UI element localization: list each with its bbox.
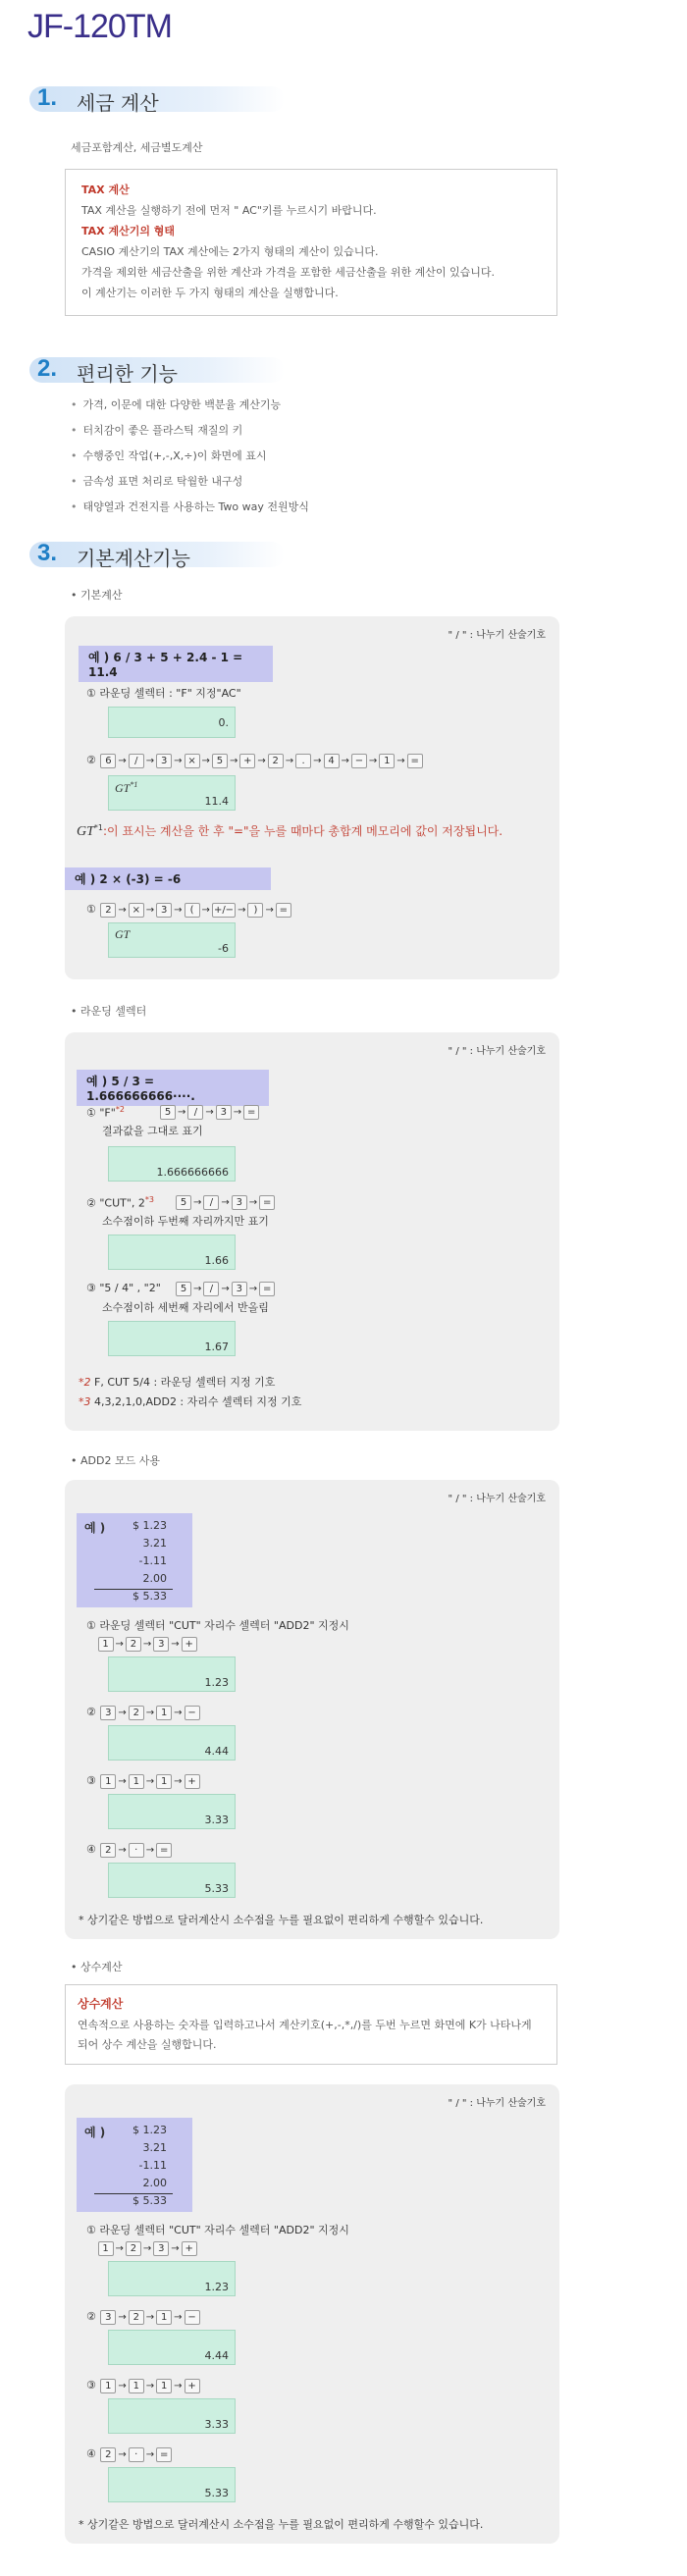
dollar-value: $ 1.23 [132, 1519, 167, 1532]
arrow-icon: → [248, 1284, 258, 1294]
calc-key: − [351, 754, 367, 768]
calc-display: 5.33 [108, 1863, 236, 1898]
calc-key: = [156, 2447, 172, 2462]
step-num: ④ [86, 2447, 100, 2460]
calc-key: 1 [156, 1774, 172, 1789]
arrow-icon: → [171, 2243, 180, 2254]
calc-key: 3 [100, 1706, 116, 1720]
key-sequence [86, 2379, 201, 2393]
calc-key: 2 [129, 2310, 144, 2325]
footer-note: * 상기같은 방법으로 달러계산시 소수점을 누를 필요없이 편리하게 수행할수 있습니다. [79, 1914, 484, 1926]
step-num [86, 2241, 97, 2254]
calc-key: = [243, 1105, 259, 1120]
dollar-value: 2.00 [142, 2177, 167, 2189]
calc-key: 3 [153, 2241, 169, 2256]
calc-key: 6 [100, 754, 116, 768]
bullet-icon: • [71, 1005, 78, 1018]
constant-label: • 상수계산 [71, 1961, 123, 1973]
arrow-icon: → [313, 756, 322, 766]
arrow-icon: → [229, 756, 238, 766]
calc-key: 2 [100, 2447, 116, 2462]
calc-key: / [203, 1195, 219, 1210]
calc-key: = [407, 754, 423, 768]
feature-text: 태양열과 건전지를 사용하는 Two way 전원방식 [82, 500, 309, 513]
bullet-icon: • [71, 1454, 78, 1467]
section-number: 2. [37, 355, 58, 382]
arrow-icon: → [396, 756, 405, 766]
calc-key: 1 [156, 1706, 172, 1720]
footnote: *2 F, CUT 5/4 : 라운딩 셀렉터 지정 기호 [79, 1376, 276, 1389]
calc-key: + [182, 1637, 197, 1652]
arrow-icon: → [178, 1107, 186, 1118]
calc-key: 2 [100, 1843, 116, 1858]
add2-panel [65, 1480, 559, 1939]
arrow-icon: → [118, 1776, 127, 1787]
gt-note: GT$^{*1}$:이 표시는 계산을 한 후 "="을 누를 때마다 총합계 메모리에 값이 저장됩니다. [77, 823, 503, 839]
dollar-value: $ 5.33 [132, 1590, 167, 1603]
rounding-desc: 결과값을 그대로 표기 [102, 1125, 203, 1137]
section-header-features [29, 355, 285, 386]
calc-key: 4 [324, 754, 340, 768]
calc-key: 2 [100, 903, 116, 918]
arrow-icon: → [257, 756, 266, 766]
calc-key: · [129, 1843, 144, 1858]
arrow-icon: → [265, 905, 274, 916]
basic-label: • 기본계산 [71, 589, 123, 602]
constant-panel [65, 2084, 559, 2544]
calc-key: + [185, 1774, 200, 1789]
example-prefix: 예 ) [84, 2126, 106, 2139]
calc-key: 1 [100, 1774, 116, 1789]
example-label: 예 ) 5 / 3 = 1.666666666····. [77, 1070, 269, 1106]
example-box [77, 1513, 192, 1607]
rounding-step-cut: ② "CUT", 2$^{*3}$ [86, 1195, 155, 1210]
dollar-value: 3.21 [142, 1537, 167, 1550]
arrow-icon: → [174, 1708, 183, 1718]
arrow-icon: → [238, 905, 246, 916]
arrow-icon: → [285, 756, 294, 766]
add2-label: • ADD2 모드 사용 [71, 1454, 160, 1467]
footnote: *3 4,3,2,1,0,ADD2 : 자리수 셀렉터 지정 기호 [79, 1395, 302, 1408]
arrow-icon: → [341, 756, 349, 766]
arrow-icon: → [233, 1107, 242, 1118]
arrow-icon: → [118, 2312, 127, 2323]
key-sequence: ② 6 → / → 3 → × → 5 → + → 2 → . → 4 → − → 1 → = [86, 754, 424, 768]
calc-key: 3 [216, 1105, 232, 1120]
page-title: JF-120TM [27, 8, 172, 45]
arrow-icon: → [118, 905, 127, 916]
calc-key: 5 [212, 754, 228, 768]
calc-key: / [129, 754, 144, 768]
key-sequence [175, 1195, 276, 1210]
calc-key: − [185, 1706, 200, 1720]
calc-key: 1 [98, 2241, 114, 2256]
step-label: ① 라운딩 셀렉터 "CUT" 자리수 셀렉터 "ADD2" 지정시 [86, 2224, 349, 2236]
arrow-icon: → [118, 1845, 127, 1856]
feature-text: 가격, 이문에 대한 다양한 백분율 계산기능 [82, 398, 282, 411]
calc-key: 5 [176, 1195, 191, 1210]
bullet-icon: • [71, 1961, 78, 1973]
bullet-icon: • [71, 449, 78, 462]
arrow-icon: → [115, 1639, 124, 1650]
dollar-value: -1.11 [138, 2159, 167, 2172]
feature-list [71, 396, 309, 524]
arrow-icon: → [174, 2381, 183, 2392]
tax-line: 가격을 제외한 세금산출을 위한 계산과 가격을 포함한 세금산출을 위한 계산이 있습니다. [81, 266, 495, 279]
calc-key: 1 [129, 2379, 144, 2393]
rounding-panel [65, 1032, 559, 1431]
section-header-basic [29, 540, 285, 570]
arrow-icon: → [221, 1284, 230, 1294]
key-sequence [86, 2447, 173, 2462]
arrow-icon: → [118, 2449, 127, 2460]
calc-key: 3 [153, 1637, 169, 1652]
dollar-value: -1.11 [138, 1554, 167, 1567]
feature-text: 수행중인 작업(+,-,X,÷)이 화면에 표시 [82, 449, 267, 462]
calc-key: 1 [379, 754, 395, 768]
calc-key: 1 [129, 1774, 144, 1789]
calc-key: + [182, 2241, 197, 2256]
step-num: ② [86, 2310, 100, 2323]
step-num: ② [86, 1706, 100, 1718]
calc-key: 5 [176, 1282, 191, 1296]
calc-key: 3 [232, 1282, 247, 1296]
calc-display: 5.33 [108, 2467, 236, 2502]
rounding-desc: 소수점이하 두번째 자리까지만 표기 [102, 1215, 269, 1228]
step-label: ① 라운딩 셀렉터 "CUT" 자리수 셀렉터 "ADD2" 지정시 [86, 1619, 349, 1632]
bullet-icon: • [71, 589, 78, 602]
key-sequence [86, 2241, 198, 2256]
arrow-icon: → [145, 1708, 155, 1718]
feature-item [71, 473, 309, 499]
calc-key: +/− [213, 905, 235, 916]
key-sequence [86, 1843, 173, 1858]
tax-subtitle: 세금포함계산, 세금별도계산 [71, 141, 203, 154]
calc-key: · [129, 2447, 144, 2462]
divide-note: " / " : 나누기 산술기호 [448, 1046, 546, 1057]
arrow-icon: → [221, 1197, 230, 1208]
dollar-value: 3.21 [142, 2141, 167, 2154]
calc-key: + [239, 754, 255, 768]
sum-line [94, 2193, 173, 2194]
section-title: 편리한 기능 [77, 362, 178, 386]
example-label: 예 ) 6 / 3 + 5 + 2.4 - 1 = 11.4 [79, 646, 273, 682]
step-num: ③ [86, 2379, 100, 2392]
arrow-icon: → [118, 2381, 127, 2392]
section-number: 3. [37, 540, 58, 566]
calc-key: 2 [129, 1706, 144, 1720]
arrow-icon: → [248, 1197, 258, 1208]
step-num: ④ [86, 1843, 100, 1856]
section-number: 1. [37, 84, 58, 111]
calc-key: 1 [156, 2310, 172, 2325]
arrow-icon: → [145, 756, 155, 766]
rounding-step-54: ③ "5 / 4" , "2" [86, 1282, 161, 1294]
example-prefix: 예 ) [84, 1521, 106, 1535]
calc-key: ( [185, 903, 200, 918]
calc-key: = [276, 903, 291, 918]
feature-item [71, 422, 309, 447]
step-num [86, 1637, 97, 1650]
tax-info-box [65, 169, 557, 316]
calc-key: 1 [100, 2379, 116, 2393]
calc-key: 3 [232, 1195, 247, 1210]
arrow-icon: → [193, 1197, 202, 1208]
calc-display: 1.23 [108, 1656, 236, 1692]
tax-line: CASIO 계산기의 TAX 계산에는 2가지 형태의 계산이 있습니다. [81, 245, 379, 258]
dollar-value: 2.00 [142, 1572, 167, 1585]
calc-key: 3 [156, 754, 172, 768]
calc-display: 4.44 [108, 2330, 236, 2365]
arrow-icon: → [171, 1639, 180, 1650]
calc-key: − [185, 2310, 200, 2325]
calc-key: / [203, 1282, 219, 1296]
bullet-icon: • [71, 475, 78, 488]
calc-key: / [187, 1105, 203, 1120]
tax-line: TAX 계산 [81, 184, 130, 196]
calc-key: 2 [126, 1637, 141, 1652]
arrow-icon: → [201, 905, 210, 916]
basic-panel [65, 616, 559, 979]
calc-display: 3.33 [108, 2398, 236, 2434]
tax-line: TAX 계산을 실행하기 전에 먼저 " AC"키를 누르시기 바랍니다. [81, 204, 377, 217]
arrow-icon: → [368, 756, 378, 766]
feature-text: 터치감이 좋은 플라스틱 재질의 키 [82, 424, 243, 437]
example-box [77, 2118, 192, 2212]
arrow-icon: → [145, 1845, 155, 1856]
calc-display: 4.44 [108, 1725, 236, 1761]
arrow-icon: → [145, 905, 155, 916]
divide-note: " / " : 나누기 산술기호 [448, 2098, 546, 2109]
footer-note: * 상기같은 방법으로 달러계산시 소수점을 누를 필요없이 편리하게 수행할수 있습니다. [79, 2518, 484, 2531]
example-label: 예 ) 2 × (-3) = -6 [65, 867, 271, 890]
arrow-icon: → [174, 756, 183, 766]
key-sequence [86, 2310, 201, 2325]
key-sequence: ① 2 → × → 3 → ( → +/− → ) → = [86, 903, 292, 918]
arrow-icon: → [174, 2312, 183, 2323]
calc-display-gt: GT$^{*1}$ 11.4 [108, 775, 236, 811]
section-title: 세금 계산 [77, 91, 159, 115]
calc-key: 2 [126, 2241, 141, 2256]
calc-key: = [259, 1195, 275, 1210]
sum-line [94, 1589, 173, 1590]
arrow-icon: → [115, 2243, 124, 2254]
dollar-value: $ 1.23 [132, 2124, 167, 2136]
feature-item [71, 396, 309, 422]
arrow-icon: → [205, 1107, 214, 1118]
feature-item [71, 447, 309, 473]
tax-line: TAX 계산기의 형태 [81, 225, 176, 237]
arrow-icon: → [145, 2312, 155, 2323]
calc-key: 3 [100, 2310, 116, 2325]
divide-note: " / " : 나누기 산술기호 [448, 630, 546, 641]
arrow-icon: → [193, 1284, 202, 1294]
arrow-icon: → [174, 1776, 183, 1787]
calc-key: × [185, 754, 200, 768]
calc-key: 3 [156, 903, 172, 918]
dollar-value: $ 5.33 [132, 2194, 167, 2207]
arrow-icon: → [142, 2243, 152, 2254]
calc-display: 1.23 [108, 2261, 236, 2296]
bullet-icon: • [71, 500, 78, 513]
feature-item [71, 499, 309, 524]
key-sequence [159, 1105, 260, 1120]
calc-key: 2 [268, 754, 284, 768]
section-header-tax [29, 84, 285, 115]
key-sequence [86, 1706, 201, 1720]
calc-display: 3.33 [108, 1794, 236, 1829]
divide-note: " / " : 나누기 산술기호 [448, 1494, 546, 1504]
calc-key: ) [247, 903, 263, 918]
bullet-icon: • [71, 424, 78, 437]
calc-key: 1 [98, 1637, 114, 1652]
key-sequence [175, 1282, 276, 1296]
arrow-icon: → [145, 2449, 155, 2460]
rounding-desc: 소수점이하 세번째 자리에서 반올림 [102, 1301, 269, 1314]
arrow-icon: → [201, 756, 210, 766]
arrow-icon: → [174, 905, 183, 916]
step-num: ③ [86, 1774, 100, 1787]
calc-key: 5 [160, 1105, 176, 1120]
calc-display: 1.666666666 [108, 1146, 236, 1182]
key-sequence [86, 1774, 201, 1789]
key-sequence [86, 1637, 198, 1652]
calc-display-gt: GT -6 [108, 922, 236, 958]
calc-display: 1.66 [108, 1235, 236, 1270]
calc-key: . [295, 754, 311, 768]
rounding-step-f: ① "F"$^{*2}$ [86, 1105, 125, 1120]
tax-line: 이 계산기는 이러한 두 가지 형태의 계산을 실행합니다. [81, 287, 339, 299]
bullet-icon: • [71, 398, 78, 411]
calc-key: = [156, 1843, 172, 1858]
calc-key: = [259, 1282, 275, 1296]
section-title: 기본계산기능 [77, 547, 190, 570]
feature-text: 금속성 표면 처리로 탁월한 내구성 [82, 475, 243, 488]
calc-key: 1 [156, 2379, 172, 2393]
arrow-icon: → [118, 756, 127, 766]
arrow-icon: → [145, 2381, 155, 2392]
step-label: ① 라운딩 셀렉터 : "F" 지정"AC" [86, 687, 241, 700]
calc-key: + [185, 2379, 200, 2393]
rounding-label: • 라운딩 셀렉터 [71, 1005, 147, 1018]
arrow-icon: → [142, 1639, 152, 1650]
calc-display: 1.67 [108, 1321, 236, 1356]
constant-info-box: 상수계산 연속적으로 사용하는 숫자를 입력하고나서 계산키호(+,-,*,/)를 두번 누르면 화면에 K가 나타나게 되어 상수 계산을 실행합니다. [65, 1984, 557, 2065]
arrow-icon: → [118, 1708, 127, 1718]
calc-display: 0. [108, 707, 236, 738]
arrow-icon: → [145, 1776, 155, 1787]
calc-key: × [129, 903, 144, 918]
